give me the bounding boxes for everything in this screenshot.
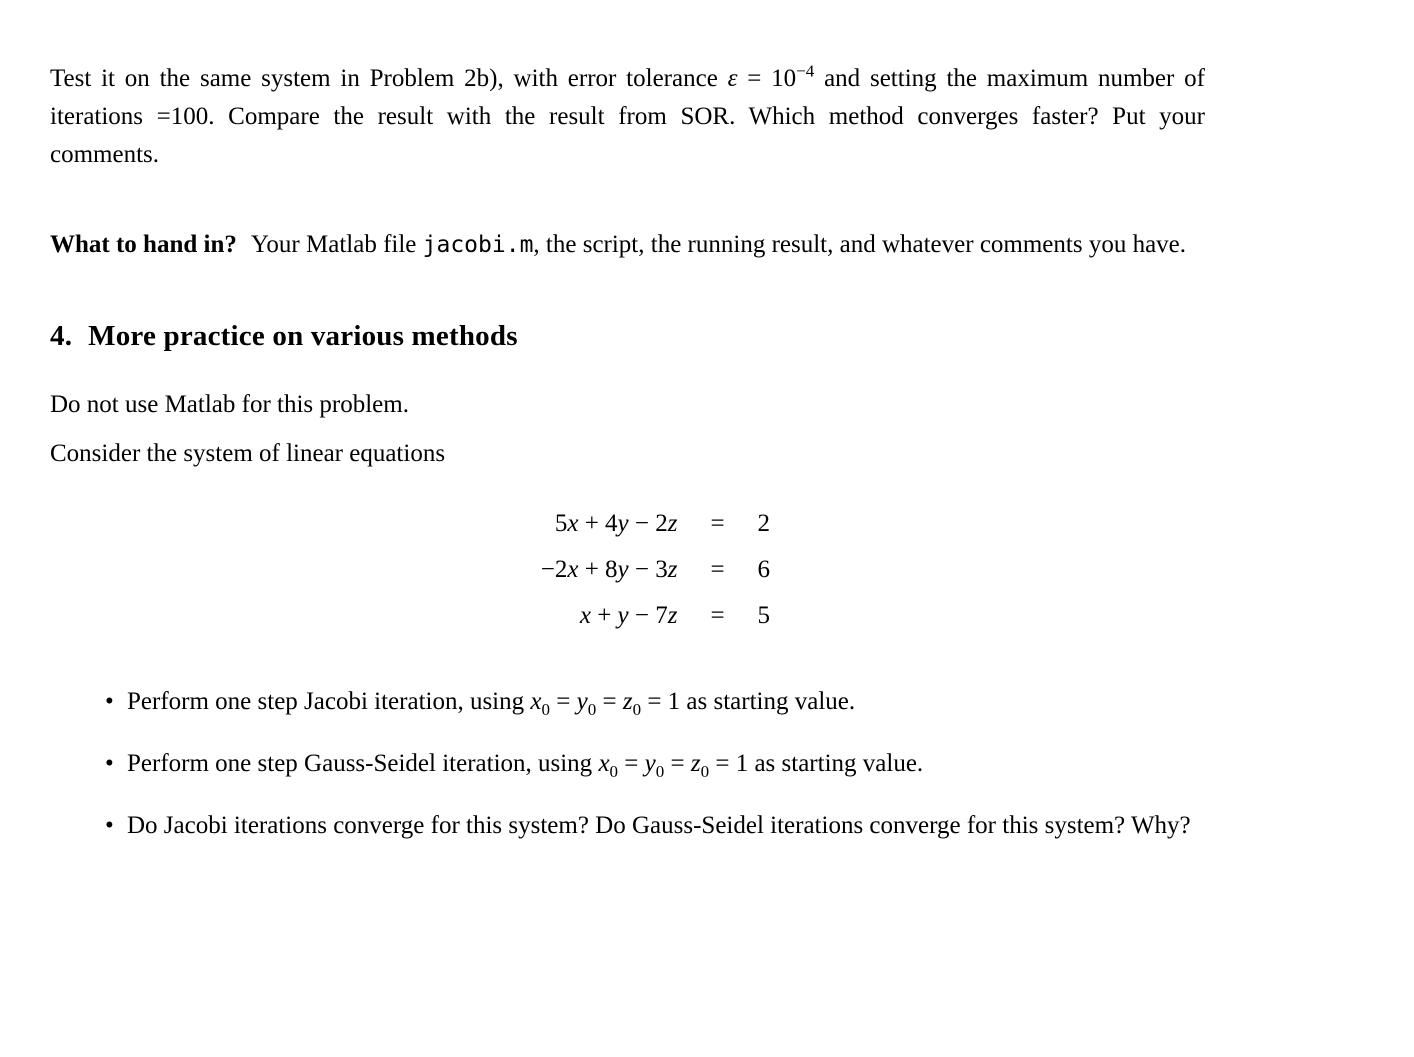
math-var-z: z bbox=[690, 750, 701, 777]
math-var-z: z bbox=[667, 602, 678, 629]
section-number: 4. bbox=[50, 320, 73, 352]
subscript-zero: 0 bbox=[700, 762, 710, 781]
math-op: = bbox=[550, 688, 577, 715]
consider-line: Consider the system of linear equations bbox=[50, 440, 446, 467]
equation-row-3 bbox=[50, 593, 1205, 639]
bullet-item-convergence-question bbox=[105, 807, 1205, 845]
bullet-icon: • bbox=[105, 688, 114, 715]
math-op: + bbox=[590, 602, 618, 629]
section-heading bbox=[50, 316, 1205, 356]
matlab-filename: jacobi.m bbox=[422, 232, 534, 258]
math-var-y: y bbox=[617, 556, 629, 583]
math-op: − bbox=[628, 510, 656, 537]
bullet-item-jacobi-step bbox=[105, 683, 1205, 721]
math-coeff: 3 bbox=[655, 556, 668, 583]
equation-row-2 bbox=[50, 547, 1205, 593]
bullet-text: Do Jacobi iterations converge for this system? Do Gauss-Seidel iterations converge for this system? Why? bbox=[127, 812, 1191, 839]
hand-in-label: What to hand in? bbox=[50, 231, 237, 258]
math-coeff: 8 bbox=[605, 556, 618, 583]
equals-sign: = bbox=[710, 510, 725, 537]
section-title: More practice on various methods bbox=[88, 320, 518, 352]
math-var-y: y bbox=[617, 602, 629, 629]
bullet2-text-1: Perform one step Gauss-Seidel iteration, using bbox=[127, 750, 599, 777]
document-page bbox=[50, 0, 1205, 845]
math-var-z: z bbox=[667, 510, 678, 537]
math-var-x: x bbox=[567, 556, 579, 583]
no-matlab-note: Do not use Matlab for this problem. bbox=[50, 391, 409, 418]
equation-rhs: 2 bbox=[757, 510, 770, 537]
math-op: = bbox=[664, 750, 691, 777]
subscript-zero: 0 bbox=[541, 700, 550, 719]
math-coeff: 2 bbox=[655, 510, 668, 537]
equation-lhs bbox=[288, 547, 678, 593]
equals-sign: = bbox=[710, 602, 725, 629]
equation-row-1 bbox=[50, 501, 1205, 547]
math-op: + bbox=[578, 556, 606, 583]
bullet-icon: • bbox=[105, 750, 114, 777]
subscript-zero: 0 bbox=[632, 700, 642, 719]
subscript-zero: 0 bbox=[587, 700, 597, 719]
math-op: + bbox=[578, 510, 606, 537]
math-coeff: 7 bbox=[655, 602, 668, 629]
equals-sign: = bbox=[710, 556, 725, 583]
bullet-icon: • bbox=[105, 812, 114, 839]
equation-block bbox=[50, 501, 1205, 639]
math-var-x: x bbox=[598, 750, 610, 777]
intro-text-1: Test it on the same system in Problem 2b), with error tolerance bbox=[50, 65, 728, 92]
math-op: = bbox=[596, 688, 623, 715]
math-op: − bbox=[628, 556, 656, 583]
math-var-x: x bbox=[530, 688, 542, 715]
math-var-z: z bbox=[622, 688, 633, 715]
bullet1-text-2: = 1 as starting value. bbox=[641, 688, 856, 715]
math-var-y: y bbox=[576, 688, 588, 715]
bullet-text bbox=[127, 683, 1205, 721]
hand-in-text-2: , the script, the running result, and whatever comments you have. bbox=[533, 231, 1187, 258]
bullet-text bbox=[127, 745, 1205, 783]
equation-rhs: 5 bbox=[757, 602, 770, 629]
bullet-item-gauss-seidel-step bbox=[105, 745, 1205, 783]
math-coeff: 5 bbox=[554, 510, 568, 537]
math-coeff: 4 bbox=[605, 510, 618, 537]
epsilon-symbol: ε bbox=[727, 65, 738, 92]
math-coeff: −2 bbox=[540, 556, 568, 583]
math-var-x: x bbox=[579, 602, 591, 629]
bullet2-text-2: = 1 as starting value. bbox=[709, 750, 924, 777]
intro-text-3: and setting the maximum number of iterations =100. Compare the result with the result from SOR. Which method converges faster? Put your comments. bbox=[50, 65, 1205, 168]
math-var-x: x bbox=[567, 510, 579, 537]
equation-lhs bbox=[288, 593, 678, 639]
hand-in-paragraph bbox=[50, 226, 1205, 264]
math-var-z: z bbox=[667, 556, 678, 583]
power-exponent: −4 bbox=[796, 61, 815, 81]
math-var-y: y bbox=[617, 510, 629, 537]
subscript-zero: 0 bbox=[655, 762, 665, 781]
subscript-zero: 0 bbox=[609, 762, 619, 781]
intro-text-2: = 10 bbox=[737, 65, 797, 92]
equation-lhs bbox=[288, 501, 678, 547]
math-op: = bbox=[618, 750, 645, 777]
hand-in-text-1: Your Matlab file bbox=[250, 231, 423, 258]
math-op: − bbox=[628, 602, 656, 629]
equation-rhs: 6 bbox=[757, 556, 770, 583]
intro-paragraph bbox=[50, 60, 1205, 174]
bullet1-text-1: Perform one step Jacobi iteration, using bbox=[127, 688, 531, 715]
bullet-list bbox=[50, 683, 1205, 845]
math-var-y: y bbox=[644, 750, 656, 777]
